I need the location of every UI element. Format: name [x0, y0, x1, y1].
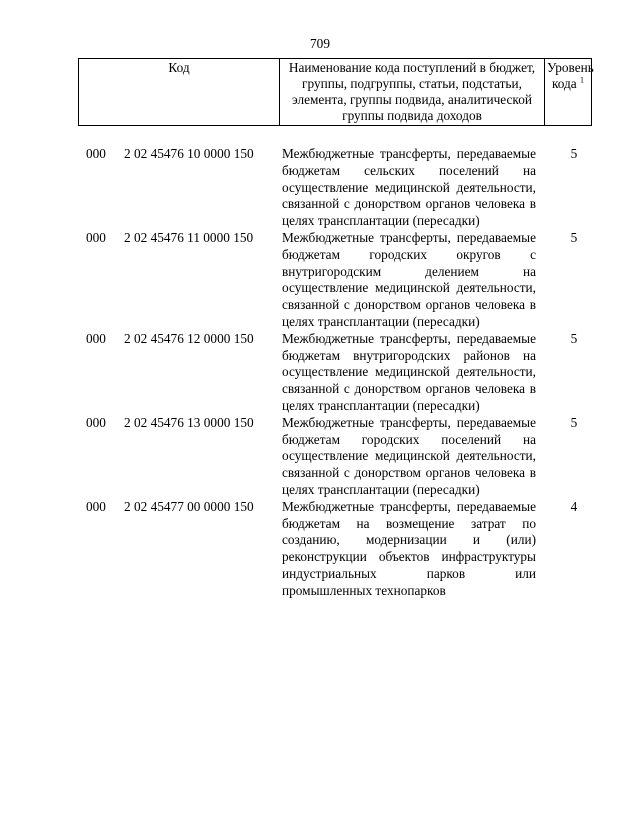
row-level: 5: [570, 414, 578, 430]
row-code: 2 02 45476 13 0000 150: [124, 414, 254, 430]
row-prefix: 000: [86, 330, 106, 346]
row-level: 4: [570, 498, 578, 514]
row-code: 2 02 45477 00 0000 150: [124, 498, 254, 514]
row-code: 2 02 45476 12 0000 150: [124, 330, 254, 346]
row-level: 5: [570, 330, 578, 346]
row-prefix: 000: [86, 498, 106, 514]
row-name: Межбюджетные трансферты, передаваемые бюджетам городских поселений на осуществление медицинской деятельности, связанной с донорством органов человека в целях трансплантации (пересадки): [282, 414, 536, 497]
row-name: Межбюджетные трансферты, передаваемые бюджетам сельских поселений на осуществление медицинской деятельности, связанной с донорством органов человека в целях трансплантации (пересадки): [282, 146, 536, 229]
row-prefix: 000: [86, 229, 106, 245]
table-row: [0, 499, 640, 600]
header-name: Наименование кода поступлений в бюджет, группы, подгруппы, статьи, подстатьи, элемента, группы подвида, аналитической группы подвида доходов: [280, 59, 545, 126]
header-code: Код: [79, 59, 280, 126]
row-name: Межбюджетные трансферты, передаваемые бюджетам на возмещение затрат по созданию, модернизации и (или) реконструкции объектов инфраструктуры индустриальных парков или промышленных технопарков: [282, 498, 536, 598]
row-level: 5: [570, 146, 578, 161]
table-row: [0, 415, 640, 499]
row-prefix: 000: [86, 146, 106, 161]
header-level-footnote: 1: [580, 75, 585, 85]
table-header: [78, 58, 592, 126]
table-row: [0, 146, 640, 230]
row-level: 5: [570, 229, 578, 245]
table-row: [0, 230, 640, 331]
table-row: [0, 331, 640, 415]
table-body: [0, 146, 640, 600]
header-row: [79, 59, 592, 126]
header-level: [545, 59, 592, 126]
row-code: 2 02 45476 10 0000 150: [124, 146, 254, 161]
row-code: 2 02 45476 11 0000 150: [124, 229, 254, 245]
row-name: Межбюджетные трансферты, передаваемые бюджетам внутригородских районов на осуществление медицинской деятельности, связанной с донорством органов человека в целях трансплантации (пересадки): [282, 330, 536, 413]
row-prefix: 000: [86, 414, 106, 430]
header-level-label: Уровень кода: [547, 60, 594, 91]
row-name: Межбюджетные трансферты, передаваемые бюджетам городских округов с внутригородским делением на осуществление медицинской деятельности, связанной с донорством органов человека в целях трансплантации (пересадки): [282, 229, 536, 329]
page-number: 709: [310, 36, 330, 51]
